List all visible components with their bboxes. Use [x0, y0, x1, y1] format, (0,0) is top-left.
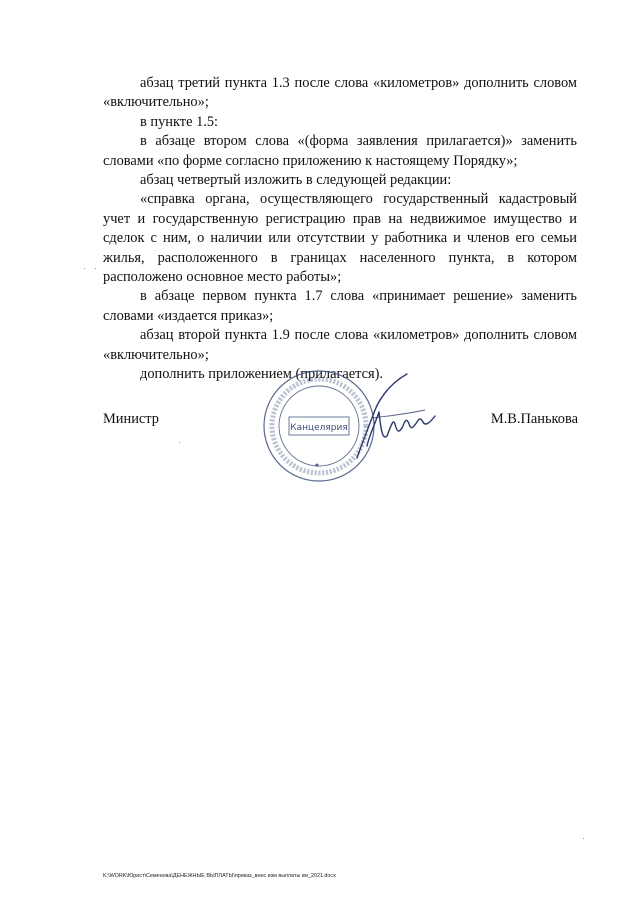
- paragraph: абзац четвертый изложить в следующей редакции:: [140, 172, 452, 189]
- signer-name: М.В.Панькова: [490, 411, 578, 427]
- scan-speck: [95, 268, 96, 269]
- paragraph: в пункте 1.5:: [140, 113, 219, 130]
- order-amendments-text: [103, 74, 577, 385]
- scan-speck: [179, 442, 180, 443]
- paragraph: «справка органа, осуществляющего государственный кадастровый учет и государственную регистрацию прав на недвижимое имущество и сделок с ним, о наличии или отсутствии у работника и членов его семьи жилья, расположенного в границах населенного пункта, в котором расположено основное место работы»;: [103, 191, 577, 286]
- office-stamp: [257, 366, 447, 486]
- paragraph: в абзаце первом пункта 1.7 слова «принимает решение» заменить словами «издается приказ»;: [103, 288, 577, 324]
- stamp-center-text: Канцелярия: [290, 423, 348, 433]
- paragraph: абзац второй пункта 1.9 после слова «километров» дополнить словом «включительно»;: [103, 327, 577, 363]
- paragraph: в абзаце втором слова «(форма заявления прилагается)» заменить словами «по форме согласно приложению к настоящему Порядку»;: [103, 133, 577, 169]
- file-path-footer: K:\WORK\Юрист\Семенова\ДЕНЕЖНЫЕ ВЫПЛАТЫ\приказ_внес изм выплаты км_2021.docx: [103, 873, 336, 879]
- paragraph: абзац третий пункта 1.3 после слова «километров» дополнить словом «включительно»;: [103, 75, 577, 111]
- handwritten-signature: [357, 374, 435, 458]
- signer-position: Министр: [103, 411, 159, 427]
- scan-speck: [583, 838, 584, 839]
- paragraph: дополнить приложением (прилагается).: [140, 366, 384, 383]
- star-icon: ★: [314, 462, 320, 469]
- scan-speck: [84, 268, 85, 269]
